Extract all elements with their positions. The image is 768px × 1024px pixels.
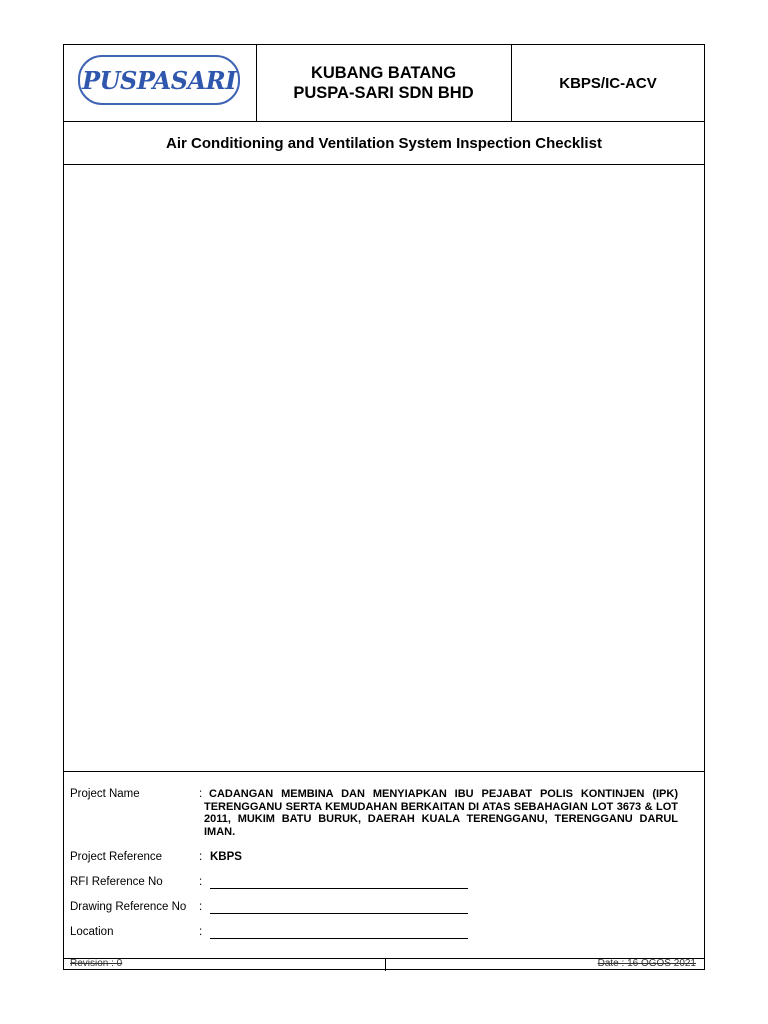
location-field[interactable] [210,938,468,939]
colon: : [199,926,203,938]
company-line1: KUBANG BATANG [310,64,457,82]
logo-text: PUSPASARI [82,65,236,95]
logo-cell [64,45,257,121]
revision-text: Revision : 0 [70,958,123,969]
checklist-body [64,165,704,772]
project-name-text: CADANGAN MEMBINA DAN MENYIAPKAN IBU PEJABAT POLIS KONTINJEN (IPK) TERENGGANU SERTA KEMUDAHAN BERKAITAN DI ATAS SEBAHAGIAN LOT 3673 & LOT 2011, MUKIM BATU BURUK, DAERAH KUALA TERENGGANU, TERENGGANU DARUL IMAN. [204,788,678,838]
colon: : [199,876,203,888]
rfi-reference-field[interactable] [210,888,468,889]
document-footer [64,958,704,971]
project-name-value [204,788,678,838]
puspasari-logo [78,55,240,105]
project-reference-label: Project Reference [70,851,163,863]
drawing-reference-label: Drawing Reference No [70,901,187,913]
company-line2: PUSPA-SARI SDN BHD [293,84,474,102]
checklist-sheet [63,44,705,970]
rfi-reference-label: RFI Reference No [70,876,163,888]
footer-divider [385,959,386,971]
project-info [64,772,704,958]
colon: : [199,851,203,863]
project-name-label: Project Name [70,788,140,800]
location-label: Location [70,926,114,938]
document-title: Air Conditioning and Ventilation System Inspection Checklist [64,122,704,165]
date-text: Date : 16 OGOS 2021 [597,958,696,969]
colon: : [199,901,203,913]
project-reference-value: KBPS [210,851,242,863]
document-header [64,45,704,122]
drawing-reference-field[interactable] [210,913,468,914]
company-name [256,45,512,121]
colon: : [199,788,203,800]
document-code: KBPS/IC-ACV [559,74,657,92]
